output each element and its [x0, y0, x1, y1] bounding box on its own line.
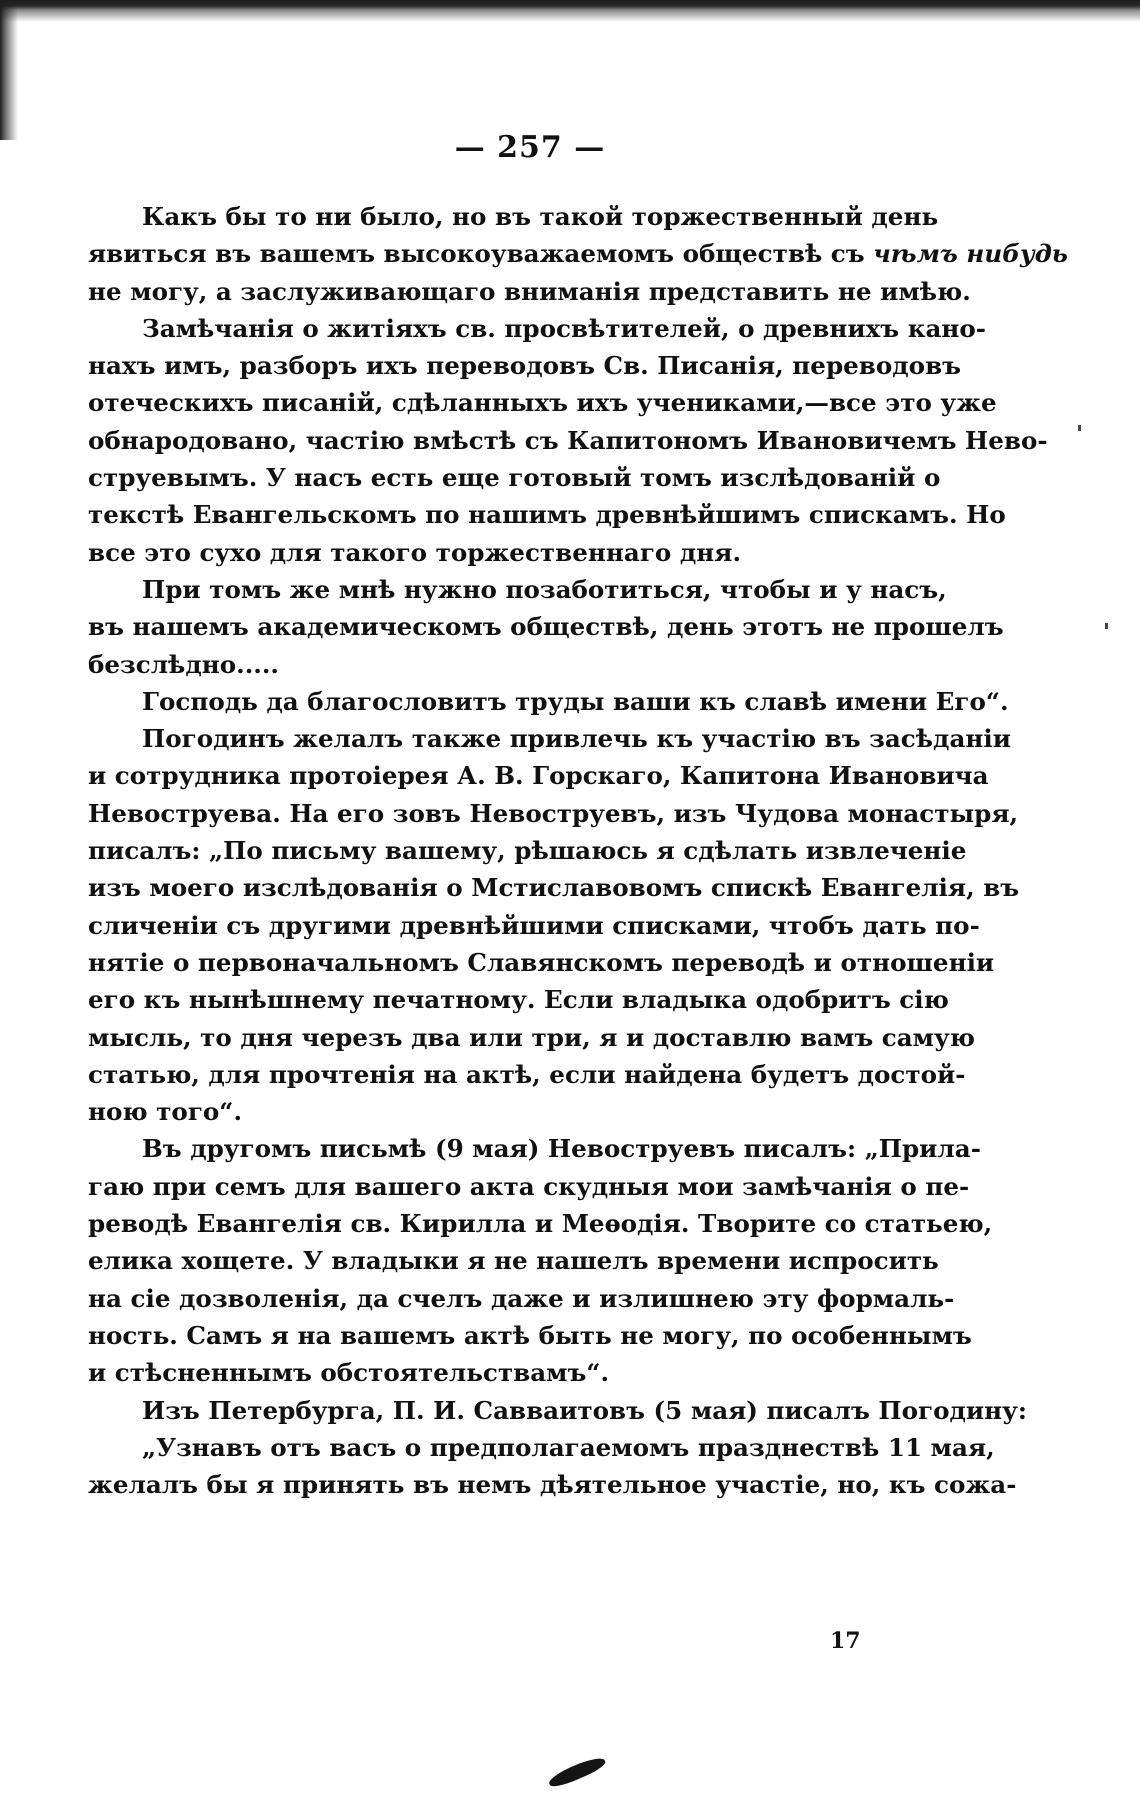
text-line: писалъ: „По письму вашему, рѣшаюсь я сдѣлать извлеченіе [88, 836, 967, 866]
scan-edge-top [0, 0, 1140, 44]
text-line: мысль, то дня черезъ два или три, я и доставлю вамъ самую [88, 1022, 975, 1052]
text-line: желалъ бы я принять въ немъ дѣятельное участіе, но, къ сожа- [88, 1470, 1017, 1500]
text-line: нятіе о первоначальномъ Славянскомъ переводѣ и отношеніи [88, 947, 995, 977]
text-line: отеческихъ писаній, сдѣланныхъ ихъ учениками,—все это уже [88, 388, 997, 418]
text-line [88, 235, 1069, 272]
scan-speck [1105, 623, 1108, 629]
text-line: его къ нынѣшнему печатному. Если владыка одобритъ сію [88, 985, 949, 1015]
text-line: обнародовано, частію вмѣстѣ съ Капитономъ Ивановичемъ Нево- [88, 425, 1048, 455]
text-line: въ нашемъ академическомъ обществѣ, день этотъ не прошелъ [88, 612, 1004, 642]
text-line: Замѣчанія о житіяхъ св. просвѣтителей, о древнихъ кано- [142, 313, 987, 343]
text-line: статью, для прочтенія на актѣ, если найдена будетъ достой- [88, 1059, 966, 1089]
text-line: изъ моего изслѣдованія о Мстиславовомъ спискѣ Евангелія, въ [88, 873, 1020, 903]
page-text-body [88, 198, 1069, 1503]
page-number-header: — 257 — [454, 130, 606, 165]
text-line: Изъ Петербурга, П. И. Савваитовъ (5 мая) писалъ Погодину: [142, 1395, 1027, 1425]
text-line: ность. Самъ я на вашемъ актѣ быть не могу, по особеннымъ [88, 1320, 972, 1350]
text-line: все это сухо для такого торжественнаго дня. [88, 537, 742, 567]
text-line: При томъ же мнѣ нужно позаботиться, чтобы и у насъ, [142, 574, 947, 604]
text-line: безслѣдно..... [88, 649, 279, 679]
text-line: и сотрудника протоіерея А. В. Горскаго, Капитона Ивановича [88, 761, 989, 791]
text-segment: явиться въ вашемъ высокоуважаемомъ обществѣ съ [88, 239, 874, 269]
text-line: сличеніи съ другими древнѣйшими списками, чтобъ дать по- [88, 910, 980, 940]
text-line: Погодинъ желалъ также привлечь къ участію въ засѣданіи [142, 724, 1011, 754]
italic-phrase: чѣмъ нибудь [873, 239, 1069, 269]
scan-edge-left [0, 0, 42, 140]
text-line: Въ другомъ письмѣ (9 мая) Невоструевъ писалъ: „Прила- [142, 1134, 981, 1164]
text-line: струевымъ. У насъ есть еще готовый томъ изслѣдованій о [88, 463, 941, 493]
text-line: Невоструева. На его зовъ Невоструевъ, изъ Чудова монастыря, [88, 798, 1019, 828]
text-line: ною того“. [88, 1097, 243, 1127]
text-line: текстѣ Евангельскомъ по нашимъ древнѣйшимъ спискамъ. Но [88, 500, 1006, 530]
text-line: елика хощете. У владыки я не нашелъ времени испросить [88, 1246, 939, 1276]
text-line: и стѣсненнымъ обстоятельствамъ“. [88, 1358, 610, 1388]
text-line: Господь да благословитъ труды ваши къ славѣ имени Его“. [142, 686, 1009, 716]
text-line: реводѣ Евангелія св. Кирилла и Меѳодія. Творите со статьею, [88, 1209, 993, 1239]
text-line: на сіе дозволенія, да счелъ даже и излишнею эту формаль- [88, 1283, 955, 1313]
text-line: не могу, а заслуживающаго вниманія представить не имѣю. [88, 276, 971, 306]
text-line: нахъ имъ, разборъ ихъ переводовъ Св. Писанія, переводовъ [88, 351, 962, 381]
text-line: „Узнавъ отъ васъ о предполагаемомъ празднествѣ 11 мая, [142, 1432, 995, 1462]
printer-signature-mark: 17 [830, 1628, 861, 1654]
scan-smudge-mark [547, 1753, 608, 1790]
text-line: гаю при семъ для вашего акта скудныя мои замѣчанія о пе- [88, 1171, 970, 1201]
scan-speck [1078, 425, 1081, 431]
text-line: Какъ бы то ни было, но въ такой торжественный день [142, 202, 939, 231]
